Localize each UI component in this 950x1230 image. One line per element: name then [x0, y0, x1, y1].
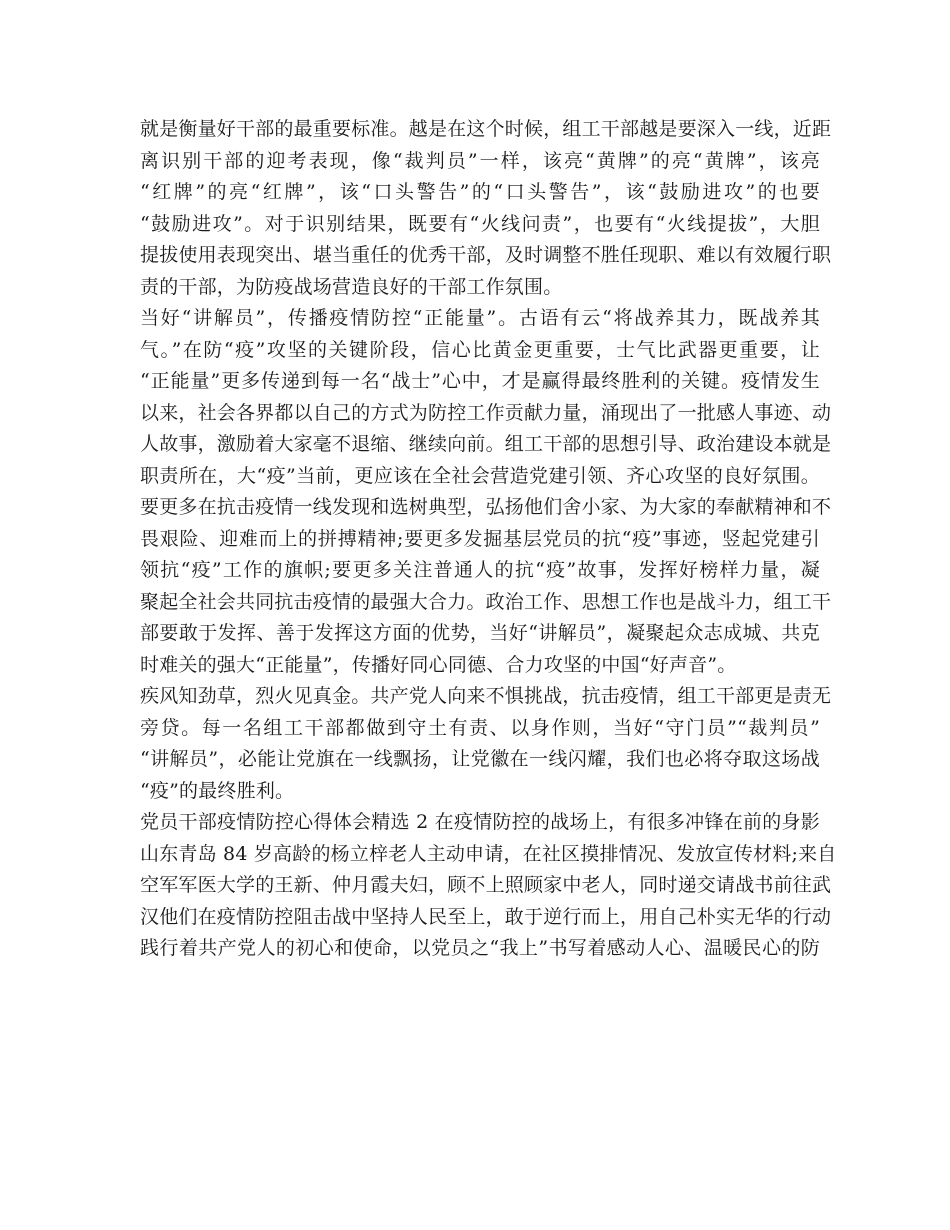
text-line: 聚起全社会共同抗击疫情的最强大合力。政治工作、思想工作也是战斗力，组工干 [140, 590, 832, 613]
text-line: “红牌”的亮“红牌”，该“口头警告”的“口头警告”，该“鼓励进攻”的也要 [140, 181, 820, 203]
text-line: 践行着共产党人的初心和使命，以党员之“我上”书写着感动人心、温暖民心的防 [140, 937, 820, 959]
text-line: 空军军医大学的王新、仲月霞夫妇，顾不上照顾家中老人，同时递交请战书前往武 [140, 874, 832, 896]
text-line: 汉他们在疫情防控阻击战中坚持人民至上，敢于逆行而上，用自己朴实无华的行动 [140, 905, 832, 928]
text-line: 畏艰险、迎难而上的拼搏精神;要更多发掘基层党员的抗“疫”事迹，竖起党建引 [140, 527, 820, 550]
text-line: 部要敢于发挥、善于发挥这方面的优势，当好“讲解员”，凝聚起众志成城、共克 [140, 622, 820, 644]
text-line: 要更多在抗击疫情一线发现和选树典型，弘扬他们舍小家、为大家的奉献精神和不 [140, 496, 832, 518]
text-line: 当好“讲解员”，传播疫情防控“正能量”。古语有云“将战养其力，既战养其 [140, 307, 820, 329]
text-line: “讲解员”，必能让党旗在一线飘扬，让党徽在一线闪耀，我们也必将夺取这场战 [140, 748, 820, 770]
text-line: 气。”在防“疫”攻坚的关键阶段，信心比黄金更重要，士气比武器更重要，让 [140, 338, 820, 361]
text-line: 疾风知劲草，烈火见真金。共产党人向来不惧挑战，抗击疫情，组工干部更是责无 [140, 685, 832, 707]
text-line: 党员干部疫情防控心得体会精选 2 在疫情防控的战场上，有很多冲锋在前的身影 [140, 811, 820, 833]
text-line: 提拔使用表现突出、堪当重任的优秀干部，及时调整不胜任现职、难以有效履行职 [140, 244, 832, 266]
text-line: 责的干部，为防疫战场营造良好的干部工作氛围。 [140, 275, 563, 298]
document-body [140, 114, 837, 965]
text-line: 山东青岛 84 岁高龄的杨立梓老人主动申请，在社区摸排情况、发放宣传材料;来自 [140, 842, 837, 865]
text-line: 就是衡量好干部的最重要标准。越是在这个时候，组工干部越是要深入一线，近距 [140, 118, 832, 140]
text-line: 领抗“疫”工作的旗帜;要更多关注普通人的抗“疫”故事，发挥好榜样力量，凝 [140, 559, 820, 581]
text-line: 旁贷。每一名组工干部都做到守土有责、以身作则，当好“守门员”“裁判员” [140, 716, 820, 739]
text-line: “疫”的最终胜利。 [140, 779, 295, 802]
text-line: 职责所在，大“疫”当前，更应该在全社会营造党建引领、齐心攻坚的良好氛围。 [140, 464, 820, 487]
text-line: 人故事，激励着大家毫不退缩、继续向前。组工干部的思想引导、政治建设本就是 [140, 433, 832, 455]
text-line: 时难关的强大“正能量”，传播好同心同德、合力攻坚的中国“好声音”。 [140, 653, 737, 676]
text-line: “正能量”更多传递到每一名“战士”心中，才是赢得最终胜利的关键。疫情发生 [140, 370, 820, 392]
text-line: “鼓励进攻”。对于识别结果，既要有“火线问责”，也要有“火线提拔”，大胆 [140, 212, 820, 235]
text-line: 离识别干部的迎考表现，像“裁判员”一样，该亮“黄牌”的亮“黄牌”，该亮 [140, 149, 820, 172]
text-line: 以来，社会各界都以自己的方式为防控工作贡献力量，涌现出了一批感人事迹、动 [140, 401, 832, 424]
